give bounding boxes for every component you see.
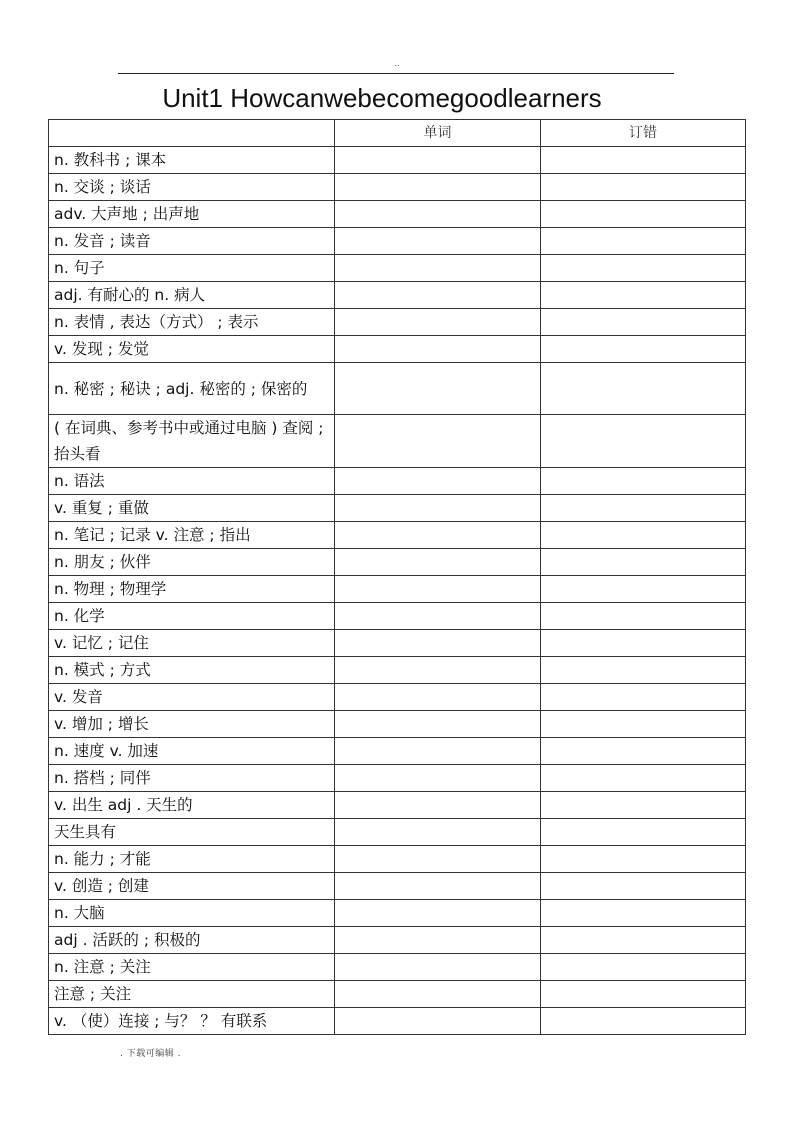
- definition-cell: n. 教科书 ; 课本: [49, 147, 335, 174]
- table-row: [49, 201, 746, 228]
- correction-cell[interactable]: [541, 522, 746, 549]
- correction-cell[interactable]: [541, 765, 746, 792]
- table-row: [49, 228, 746, 255]
- definition-cell: v. 发音: [49, 684, 335, 711]
- definition-cell: 注意 ; 关注: [49, 981, 335, 1008]
- word-answer-cell[interactable]: [335, 363, 541, 415]
- column-header-definition: [49, 120, 335, 147]
- correction-cell[interactable]: [541, 201, 746, 228]
- word-answer-cell[interactable]: [335, 684, 541, 711]
- correction-cell[interactable]: [541, 468, 746, 495]
- definition-cell: v. 增加 ; 增长: [49, 711, 335, 738]
- table-row: [49, 630, 746, 657]
- word-answer-cell[interactable]: [335, 954, 541, 981]
- correction-cell[interactable]: [541, 711, 746, 738]
- definition-cell: n. 语法: [49, 468, 335, 495]
- word-answer-cell[interactable]: [335, 630, 541, 657]
- definition-cell: v. 发现 ; 发觉: [49, 336, 335, 363]
- correction-cell[interactable]: [541, 549, 746, 576]
- definition-cell: n. 句子: [49, 255, 335, 282]
- table-row: [49, 468, 746, 495]
- word-answer-cell[interactable]: [335, 309, 541, 336]
- table-row: [49, 684, 746, 711]
- correction-cell[interactable]: [541, 603, 746, 630]
- table-row: [49, 174, 746, 201]
- definition-cell: v. 创造 ; 创建: [49, 873, 335, 900]
- correction-cell[interactable]: [541, 846, 746, 873]
- word-answer-cell[interactable]: [335, 495, 541, 522]
- correction-cell[interactable]: [541, 309, 746, 336]
- correction-cell[interactable]: [541, 873, 746, 900]
- definition-cell: adj . 活跃的 ; 积极的: [49, 927, 335, 954]
- word-answer-cell[interactable]: [335, 201, 541, 228]
- table-row: [49, 873, 746, 900]
- definition-cell: n. 物理 ; 物理学: [49, 576, 335, 603]
- table-row: [49, 282, 746, 309]
- word-answer-cell[interactable]: [335, 603, 541, 630]
- word-answer-cell[interactable]: [335, 765, 541, 792]
- definition-cell: v. （使）连接 ; 与？ ？ 有联系: [49, 1008, 335, 1035]
- word-answer-cell[interactable]: [335, 792, 541, 819]
- table-row: [49, 576, 746, 603]
- definition-cell: v. 重复 ; 重做: [49, 495, 335, 522]
- definition-cell: n. 发音 ; 读音: [49, 228, 335, 255]
- correction-cell[interactable]: [541, 363, 746, 415]
- correction-cell[interactable]: [541, 255, 746, 282]
- table-row: [49, 255, 746, 282]
- definition-cell: ( 在词典、参考书中或通过电脑 ) 查阅 ; 抬头看: [49, 415, 335, 468]
- header-rule: [118, 73, 674, 74]
- correction-cell[interactable]: [541, 657, 746, 684]
- header-mark: ..: [394, 59, 400, 68]
- correction-cell[interactable]: [541, 495, 746, 522]
- word-answer-cell[interactable]: [335, 981, 541, 1008]
- correction-cell[interactable]: [541, 738, 746, 765]
- definition-cell: n. 注意 ; 关注: [49, 954, 335, 981]
- word-answer-cell[interactable]: [335, 147, 541, 174]
- correction-cell[interactable]: [541, 981, 746, 1008]
- table-row: [49, 495, 746, 522]
- correction-cell[interactable]: [541, 927, 746, 954]
- correction-cell[interactable]: [541, 415, 746, 468]
- column-header-correction: 订错: [541, 120, 746, 147]
- correction-cell[interactable]: [541, 1008, 746, 1035]
- correction-cell[interactable]: [541, 147, 746, 174]
- table-row: [49, 336, 746, 363]
- footer-note: . 下载可编辑 .: [120, 1049, 181, 1059]
- correction-cell[interactable]: [541, 954, 746, 981]
- correction-cell[interactable]: [541, 684, 746, 711]
- table-row: [49, 954, 746, 981]
- definition-cell: adj. 有耐心的 n. 病人: [49, 282, 335, 309]
- table-row: [49, 765, 746, 792]
- definition-cell: n. 速度 v. 加速: [49, 738, 335, 765]
- word-answer-cell[interactable]: [335, 819, 541, 846]
- table-row: [49, 819, 746, 846]
- table-row: [49, 846, 746, 873]
- correction-cell[interactable]: [541, 336, 746, 363]
- word-answer-cell[interactable]: [335, 738, 541, 765]
- correction-cell[interactable]: [541, 576, 746, 603]
- word-answer-cell[interactable]: [335, 174, 541, 201]
- vocab-table: [48, 119, 746, 1035]
- table-row: [49, 363, 746, 415]
- table-row: [49, 1008, 746, 1035]
- table-row: [49, 711, 746, 738]
- definition-cell: n. 大脑: [49, 900, 335, 927]
- correction-cell[interactable]: [541, 282, 746, 309]
- correction-cell[interactable]: [541, 792, 746, 819]
- word-answer-cell[interactable]: [335, 549, 541, 576]
- table-row: [49, 603, 746, 630]
- table-row: [49, 927, 746, 954]
- correction-cell[interactable]: [541, 900, 746, 927]
- correction-cell[interactable]: [541, 630, 746, 657]
- table-row: [49, 549, 746, 576]
- word-answer-cell[interactable]: [335, 576, 541, 603]
- definition-cell: v. 记忆 ; 记住: [49, 630, 335, 657]
- definition-cell: n. 能力 ; 才能: [49, 846, 335, 873]
- definition-cell: 天生具有: [49, 819, 335, 846]
- definition-cell: n. 秘密 ; 秘诀 ; adj. 秘密的 ; 保密的: [49, 363, 335, 415]
- page-title: Unit1 Howcanwebecomegoodlearners: [162, 83, 602, 113]
- definition-cell: n. 表情 , 表达（方式） ; 表示: [49, 309, 335, 336]
- word-answer-cell[interactable]: [335, 336, 541, 363]
- word-answer-cell[interactable]: [335, 927, 541, 954]
- table-row: [49, 147, 746, 174]
- definition-cell: adv. 大声地 ; 出声地: [49, 201, 335, 228]
- word-answer-cell[interactable]: [335, 255, 541, 282]
- table-row: [49, 981, 746, 1008]
- word-answer-cell[interactable]: [335, 522, 541, 549]
- table-row: [49, 657, 746, 684]
- definition-cell: n. 交谈 ; 谈话: [49, 174, 335, 201]
- table-row: [49, 900, 746, 927]
- definition-cell: n. 朋友 ; 伙伴: [49, 549, 335, 576]
- definition-cell: n. 搭档 ; 同伴: [49, 765, 335, 792]
- table-header-row: [49, 120, 746, 147]
- word-answer-cell[interactable]: [335, 1008, 541, 1035]
- word-answer-cell[interactable]: [335, 846, 541, 873]
- word-answer-cell[interactable]: [335, 282, 541, 309]
- correction-cell[interactable]: [541, 819, 746, 846]
- table-row: [49, 415, 746, 468]
- word-answer-cell[interactable]: [335, 468, 541, 495]
- word-answer-cell[interactable]: [335, 415, 541, 468]
- word-answer-cell[interactable]: [335, 711, 541, 738]
- table-row: [49, 309, 746, 336]
- table-row: [49, 738, 746, 765]
- correction-cell[interactable]: [541, 228, 746, 255]
- word-answer-cell[interactable]: [335, 228, 541, 255]
- word-answer-cell[interactable]: [335, 657, 541, 684]
- column-header-word: 单词: [335, 120, 541, 147]
- table-row: [49, 792, 746, 819]
- definition-cell: n. 笔记 ; 记录 v. 注意 ; 指出: [49, 522, 335, 549]
- table-row: [49, 522, 746, 549]
- correction-cell[interactable]: [541, 174, 746, 201]
- word-answer-cell[interactable]: [335, 873, 541, 900]
- definition-cell: n. 模式 ; 方式: [49, 657, 335, 684]
- definition-cell: n. 化学: [49, 603, 335, 630]
- word-answer-cell[interactable]: [335, 900, 541, 927]
- definition-cell: v. 出生 adj . 天生的: [49, 792, 335, 819]
